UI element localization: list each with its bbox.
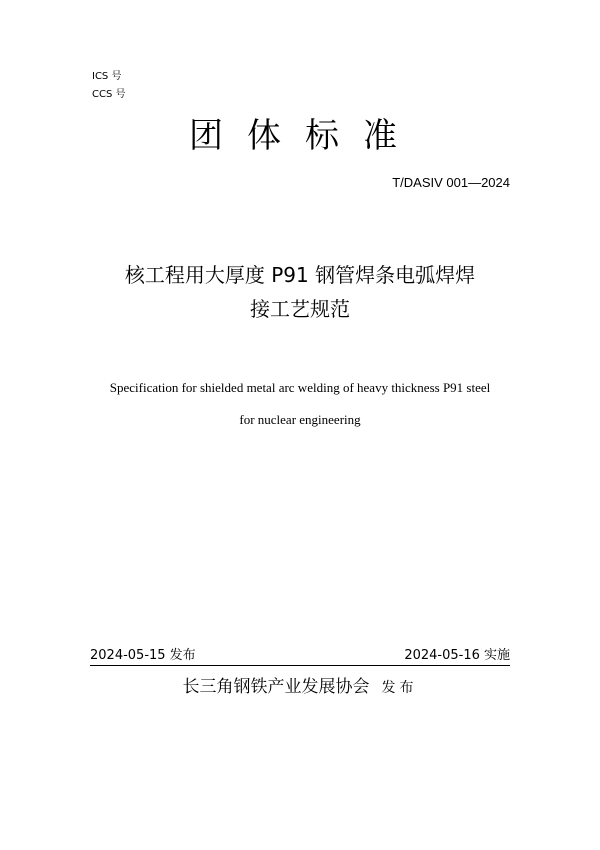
ics-code: ICS 号 — [92, 71, 122, 82]
document-type-heading: 团体标准 — [189, 116, 421, 156]
ccs-code: CCS 号 — [92, 89, 126, 100]
issuer-line — [0, 676, 600, 699]
issuer-name: 长三角钢铁产业发展协会 — [182, 677, 370, 697]
standard-number: T/DASIV 001—2024 — [392, 175, 510, 190]
issue-date: 2024-05-15 发布 — [90, 648, 196, 663]
issuer-action: 发布 — [381, 680, 418, 696]
chinese-title-line-2: 接工艺规范 — [250, 297, 350, 321]
chinese-title-line-1: 核工程用大厚度 P91 钢管焊条电弧焊焊 — [124, 263, 476, 287]
date-divider-line — [90, 665, 510, 666]
english-title-line-1: Specification for shielded metal arc welding of heavy thickness P91 steel — [109, 380, 491, 395]
english-title-line-2: for nuclear engineering — [239, 412, 361, 427]
implementation-date: 2024-05-16 实施 — [404, 648, 510, 663]
